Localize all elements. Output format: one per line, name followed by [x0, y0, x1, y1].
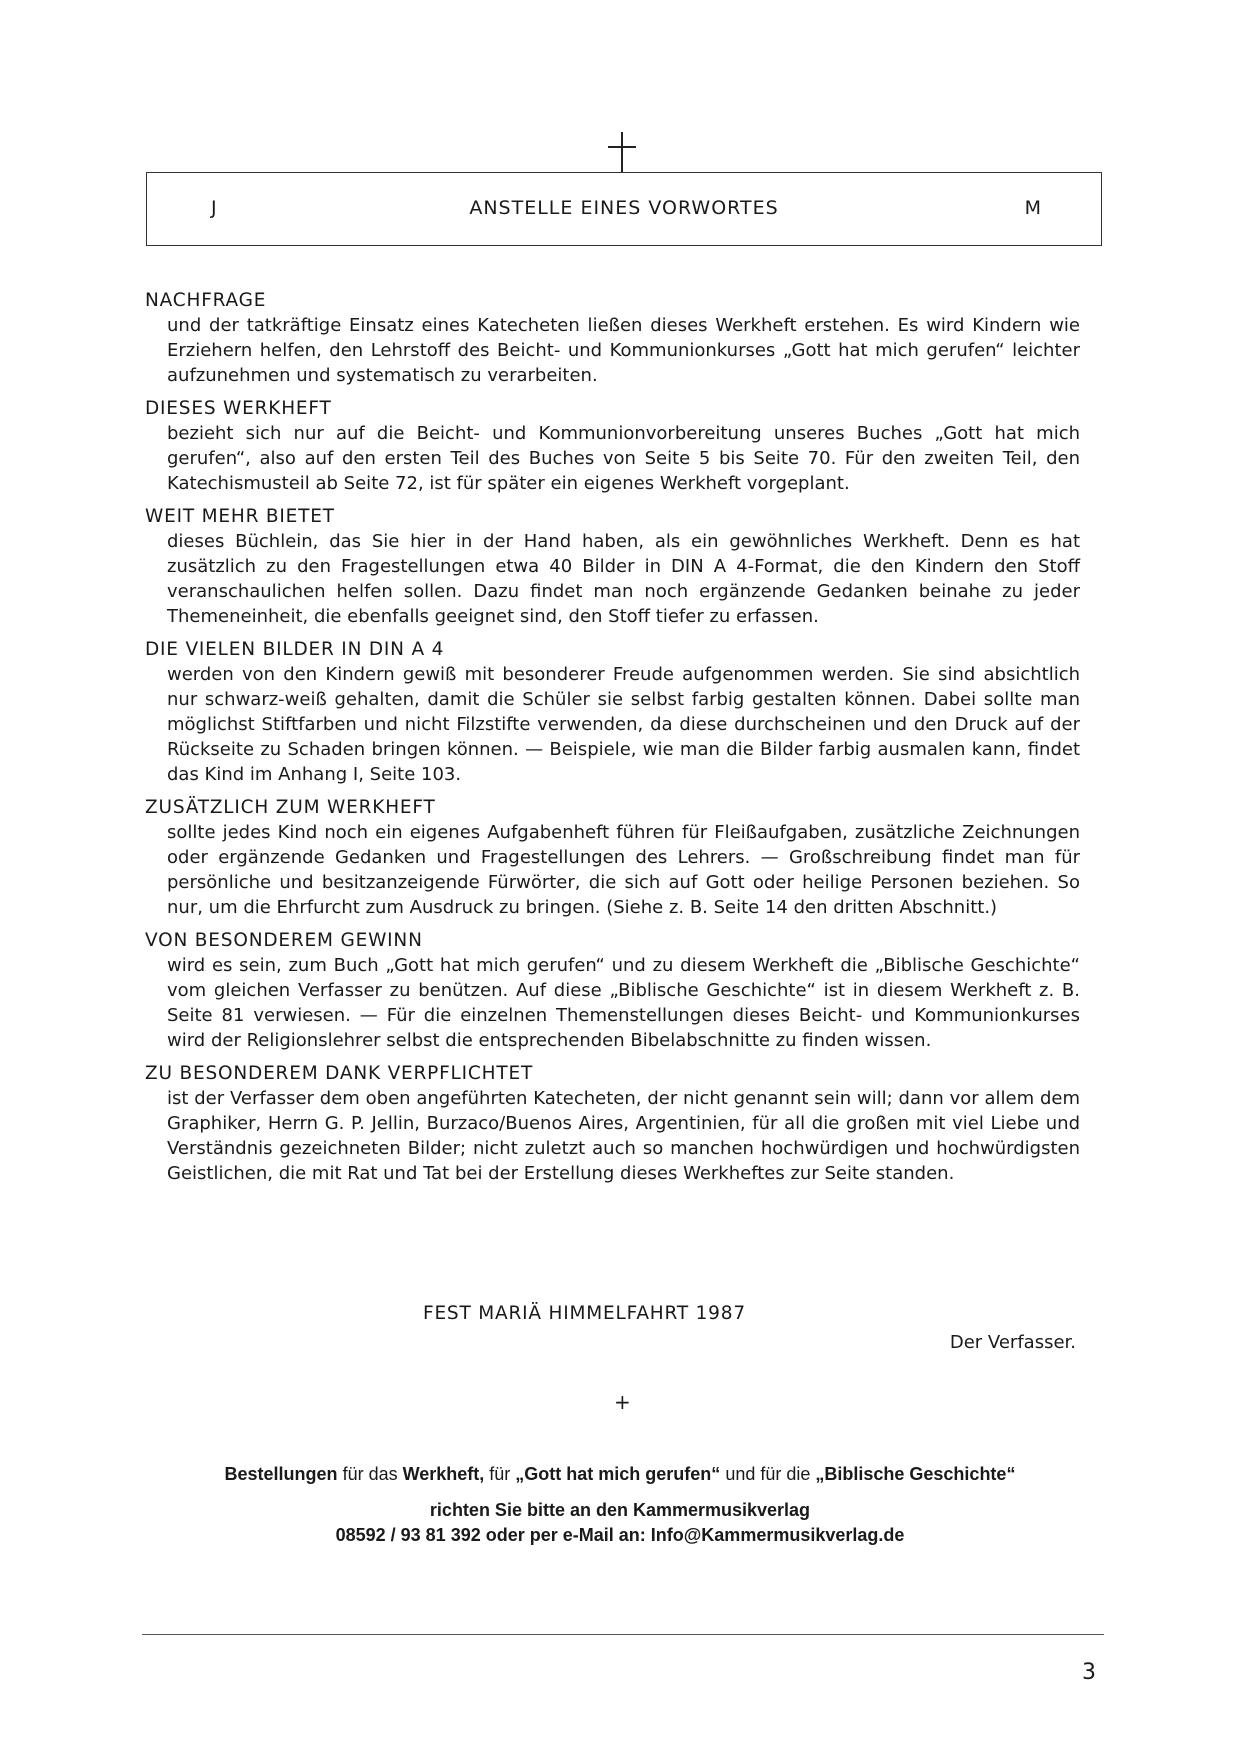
section-heading: VON BESONDEREM GEWINN [145, 930, 423, 951]
order-line-2: richten Sie bitte an den Kammermusikverlag [429, 1500, 811, 1520]
order-text: für [484, 1464, 516, 1484]
footer-rule [142, 1634, 1104, 1635]
section-body: und der tatkräftige Einsatz eines Katecheten ließen dieses Werkheft erstehen. Es wird Kindern wie Erziehern helfen, den Lehrstoff des Beicht- und Kommunionkurses „Gott hat mich gerufen“ leichter aufzunehmen und systematisch zu verarbeiten. [167, 315, 1080, 386]
section-dieses-werkheft [145, 396, 1080, 496]
section-nachfrage [145, 288, 1080, 388]
dateline: FEST MARIÄ HIMMELFAHRT 1987 [423, 1303, 746, 1324]
section-gewinn [145, 928, 1080, 1053]
section-heading: DIE VIELEN BILDER IN DIN A 4 [145, 639, 445, 660]
order-contact-line: 08592 / 93 81 392 oder per e-Mail an: Info@Kammermusikverlag.de [335, 1525, 905, 1545]
order-line-1 [120, 1464, 1120, 1485]
section-heading: WEIT MEHR BIETET [145, 506, 335, 527]
title-box [146, 172, 1102, 246]
foreword-content [145, 288, 1080, 1194]
order-text: Bestellungen [224, 1464, 338, 1484]
section-bilder [145, 637, 1080, 787]
section-body: sollte jedes Kind noch ein eigenes Aufgabenheft führen für Fleißaufgaben, zusätzliche Zeichnungen oder ergänzende Gedanken und Fragestellungen des Lehrers. — Großschreibung findet man für persönliche und besitzanzeigende Fürwörter, die sich auf Gott oder heilige Personen beziehen. So nur, um die Ehrfurcht zum Ausdruck zu bringen. (Siehe z. B. Seite 14 den dritten Abschnitt.) [167, 822, 1080, 918]
order-text: „Biblische Geschichte“ [815, 1464, 1016, 1484]
section-zusaetzlich [145, 795, 1080, 920]
section-body: ist der Verfasser dem oben angeführten Katecheten, der nicht genannt sein will; dann vor allem dem Graphiker, Herrn G. P. Jellin, Burzaco/Buenos Aires, Argentinien, für all die großen mit viel Liebe und Verständnis gezeichneten Bilder; nicht zuletzt auch so manchen hochwürdigen und hochwürdigsten Geistlichen, die mit Rat und Tat bei der Erstellung dieses Werkheftes zur Seite standen. [167, 1088, 1080, 1184]
page-title: ANSTELLE EINES VORWORTES [469, 197, 779, 219]
section-heading: ZUSÄTZLICH ZUM WERKHEFT [145, 797, 436, 818]
header-right-letter: M [1024, 197, 1041, 219]
divider-mark: + [614, 1390, 631, 1414]
section-body: werden von den Kindern gewiß mit besonderer Freude aufgenommen werden. Sie sind absichtlich nur schwarz-weiß gehalten, damit die Schüler sie selbst farbig gestalten können. Dabei sollte man möglichst Stiftfarben und nicht Filzstifte verwenden, da diese durchscheinen und den Druck auf der Rückseite zu Schaden bringen können. — Beispiele, wie man die Bilder farbig ausmalen kann, findet das Kind im Anhang I, Seite 103. [167, 664, 1080, 785]
section-body: bezieht sich nur auf die Beicht- und Kommunionvorbereitung unseres Buches „Gott hat mich gerufen“, also auf den ersten Teil des Buches von Seite 5 bis Seite 70. Für den zweiten Teil, den Katechismusteil ab Seite 72, ist für später ein eigenes Werkheft vorgeplant. [167, 423, 1080, 494]
order-text: „Gott hat mich gerufen“ [515, 1464, 721, 1484]
signature: Der Verfasser. [949, 1332, 1076, 1353]
page-number: 3 [1082, 1660, 1096, 1685]
section-heading: DIESES WERKHEFT [145, 398, 332, 419]
section-body: wird es sein, zum Buch „Gott hat mich gerufen“ und zu diesem Werkheft die „Biblische Geschichte“ vom gleichen Verfasser zu benützen. Auf diese „Biblische Geschichte“ ist in diesem Werkheft z. B. Seite 81 verwiesen. — Für die einzelnen Themenstellungen dieses Beicht- und Kommunionkurses wird der Religionslehrer selbst die entsprechenden Bibelabschnitte zu finden wissen. [167, 955, 1080, 1051]
header-left-letter: J [211, 197, 217, 219]
order-text: und für die [720, 1464, 816, 1484]
section-weit-mehr-bietet [145, 504, 1080, 629]
section-heading: NACHFRAGE [145, 290, 267, 311]
order-text: Werkheft, [402, 1464, 485, 1484]
section-body: dieses Büchlein, das Sie hier in der Hand haben, als ein gewöhnliches Werkheft. Denn es hat zusätzlich zu den Fragestellungen etwa 40 Bilder in DIN A 4-Format, die den Kindern den Stoff veranschaulichen helfen sollen. Dazu findet man noch ergänzende Gedanken beinahe zu jeder Themeneinheit, die ebenfalls geeignet sind, den Stoff tiefer zu erfassen. [167, 531, 1080, 627]
order-text: für das [337, 1464, 403, 1484]
section-heading: ZU BESONDEREM DANK VERPFLICHTET [145, 1063, 534, 1084]
cross-icon [604, 132, 640, 172]
section-dank [145, 1061, 1080, 1186]
